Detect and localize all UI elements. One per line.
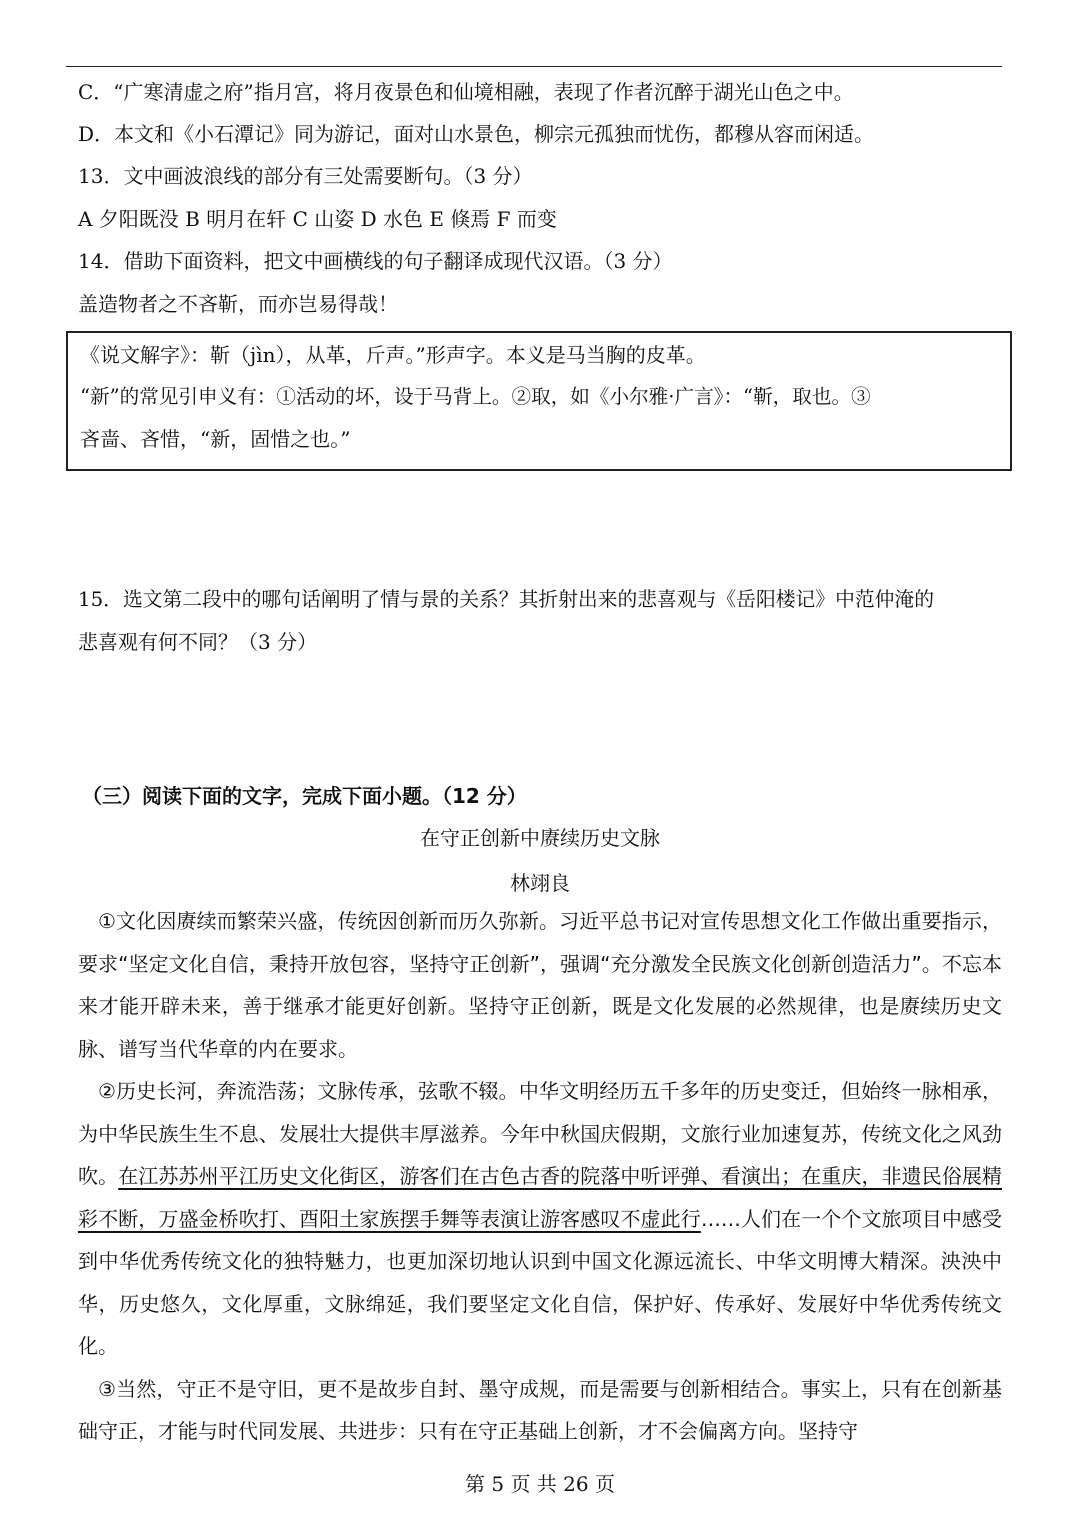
article-paragraph-2 (78, 1070, 1002, 1368)
reference-line-1: 《说文解字》：靳（jìn），从革，斤声。”形声字。本义是马当胸的皮革。 (80, 343, 706, 367)
reference-line-2: “新”的常见引申义有：①活动的坏，设于马背上。②取，如《小尔雅·广言》：“靳，取也。③ (80, 385, 871, 408)
paragraph-2-underlined-example: 在江苏苏州平江历史文化街区，游客们在古色古香的院落中听评弹、看演出；在重庆，非遗民俗展精彩不断，万盛金桥吹打、酉阳土家族摆手舞等表演让游客感叹不虚此行 (78, 1164, 1003, 1231)
section-3-heading: （三）阅读下面的文字，完成下面小题。（12 分） (82, 784, 527, 808)
article-paragraph-3: ③当然，守正不是守旧，更不是故步自封、墨守成规，而是需要与创新相结合。事实上，只有在创新基础守正，才能与时代同发展、共进步：只有在守正基础上创新，才不会偏离方向。坚持守 (78, 1376, 1002, 1443)
option-c: C．“广寒清虚之府”指月宫，将月夜景色和仙境相融，表现了作者沉醉于湖光山色之中。 (78, 80, 854, 104)
article-body (78, 900, 1002, 1453)
question-15-line-2: 悲喜观有何不同？（3 分） (78, 630, 318, 654)
page-number: 第 5 页 共 26 页 (465, 1472, 615, 1496)
reference-line-3: 吝啬、吝惜，“新，固惜之也。” (80, 427, 351, 451)
paragraph-2-conclusion: ……人们在一个个文旅项目中感受到中华优秀传统文化的独特魅力，也更加深切地认识到中国文化源远流长、中华文明博大精深。泱泱中华，历史悠久，文化厚重，文脉绵延，我们要坚定文化自信，保护好、传承好、发展好中华优秀传统文化。 (78, 1206, 1003, 1358)
option-d: D．本文和《小石潭记》同为游记，面对山水景色，柳宗元孤独而忧伤，都穆从容而闲适。 (78, 122, 875, 146)
question-14-stem: 14．借助下面资料，把文中画横线的句子翻译成现代汉语。（3 分） (78, 249, 673, 273)
question-14-sentence: 盖造物者之不吝靳，而亦岂易得哉！ (78, 292, 398, 316)
question-15-line-1: 15．选文第二段中的哪句话阐明了情与景的关系？其折射出来的悲喜观与《岳阳楼记》中范仲淹的 (78, 588, 934, 611)
article-paragraph-1: ①文化因赓续而繁荣兴盛，传统因创新而历久弥新。习近平总书记对宣传思想文化工作做出重要指示，要求“坚定文化自信，秉持开放包容，坚持守正创新”，强调“充分激发全民族文化创新创造活力”。不忘本来才能开辟未来，善于继承才能更好创新。坚持守正创新，既是文化发展的必然规律，也是赓续历史文脉、谱写当代华章的内在要求。 (78, 909, 1002, 1061)
article-author: 林翊良 (510, 871, 570, 895)
question-13-choices: A 夕阳既没 B 明月在轩 C 山姿 D 水色 E 倏焉 F 而变 (78, 207, 557, 231)
article-title: 在守正创新中赓续历史文脉 (420, 826, 660, 850)
top-divider (66, 66, 1002, 67)
question-13-stem: 13．文中画波浪线的部分有三处需要断句。（3 分） (78, 164, 533, 188)
reference-material-box (66, 331, 1012, 471)
paragraph-2-intro: ②历史长河，奔流浩荡；文脉传承，弦歌不辍。中华文明经历五千多年的历史变迁，但始终一脉相承，为中华民族生生不息、发展壮大提供丰厚滋养。今年中秋国庆假期，文旅行业加速复苏，传统文化之风劲吹。 (78, 1079, 1002, 1188)
